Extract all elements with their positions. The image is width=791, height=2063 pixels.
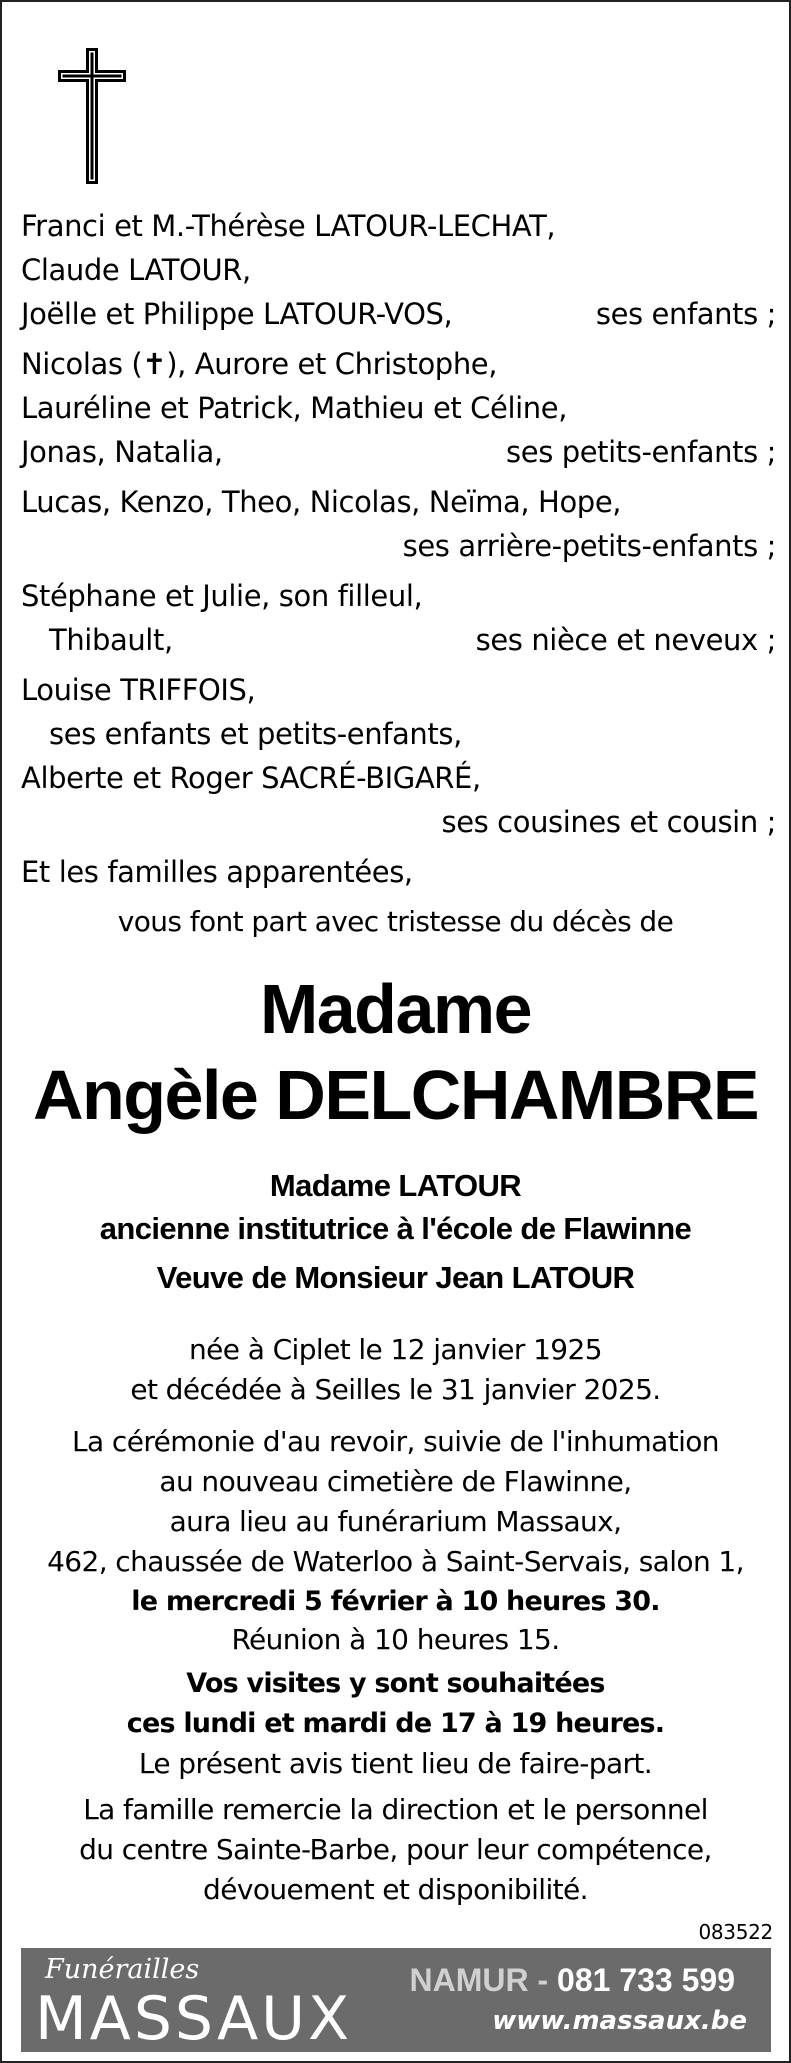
reunion-line: Réunion à 10 heures 15. bbox=[231, 1623, 560, 1656]
ceremony-line: 462, chaussée de Waterloo à Saint-Servais, salon 1, bbox=[47, 1545, 744, 1578]
birth-line: née à Ciplet le 12 janvier 1925 bbox=[189, 1333, 602, 1366]
family-line: Et les familles apparentées, bbox=[21, 855, 413, 889]
banner-website: www.massaux.be bbox=[492, 2006, 747, 2036]
family-list bbox=[21, 204, 776, 894]
visits-block bbox=[2, 1664, 789, 1744]
banner-brand: MASSAUX bbox=[35, 1984, 353, 2052]
reference-number: 083522 bbox=[698, 1920, 773, 1944]
ceremony-block bbox=[2, 1422, 789, 1622]
family-line: Lauréline et Patrick, Mathieu et Céline, bbox=[21, 391, 568, 425]
family-line: Franci et M.-Thérèse LATOUR-LECHAT, bbox=[21, 209, 556, 243]
family-line: Jonas, Natalia, ses petits-enfants ; bbox=[21, 435, 776, 469]
family-line: Stéphane et Julie, son filleul, bbox=[21, 579, 423, 613]
deceased-block bbox=[2, 966, 789, 1138]
deceased-title: Madame bbox=[259, 970, 532, 1048]
family-line: Thibault, ses nièce et neveux ; bbox=[49, 623, 776, 657]
dates-block bbox=[2, 1330, 789, 1410]
banner-separator: - bbox=[528, 1962, 558, 1998]
family-line: Claude LATOUR, bbox=[21, 253, 251, 287]
deceased-details bbox=[2, 1164, 789, 1299]
banner-phone: 081 733 599 bbox=[557, 1962, 735, 1998]
family-line: ses cousines et cousin ; bbox=[441, 805, 776, 839]
announce-line: vous font part avec tristesse du décès de bbox=[117, 905, 674, 938]
family-line: Louise TRIFFOIS, bbox=[21, 673, 256, 707]
ceremony-line: La cérémonie d'au revoir, suivie de l'inhumation bbox=[72, 1425, 719, 1458]
family-line: Nicolas (✝), Aurore et Christophe, bbox=[21, 347, 498, 381]
family-line: Joëlle et Philippe LATOUR-VOS, ses enfants ; bbox=[21, 297, 776, 331]
ceremony-line: aura lieu au funérarium Massaux, bbox=[169, 1505, 622, 1538]
profession: ancienne institutrice à l'école de Flawinne bbox=[99, 1211, 692, 1246]
family-line: Alberte et Roger SACRÉ-BIGARÉ, bbox=[21, 761, 481, 795]
maiden-name: Madame LATOUR bbox=[269, 1168, 522, 1203]
widow-of: Veuve de Monsieur Jean LATOUR bbox=[156, 1260, 635, 1295]
latin-cross-icon bbox=[56, 46, 128, 186]
ceremony-date: le mercredi 5 février à 10 heures 30. bbox=[131, 1586, 660, 1617]
funeral-home-banner bbox=[21, 1948, 771, 2052]
thanks-line: du centre Sainte-Barbe, pour leur compétence, bbox=[79, 1833, 712, 1866]
visits-line: ces lundi et mardi de 17 à 19 heures. bbox=[126, 1708, 665, 1739]
ceremony-line: au nouveau cimetière de Flawinne, bbox=[159, 1465, 632, 1498]
notice-line: Le présent avis tient lieu de faire-part. bbox=[138, 1747, 653, 1780]
deceased-name: Angèle DELCHAMBRE bbox=[32, 1056, 759, 1134]
family-line: ses enfants et petits-enfants, bbox=[49, 717, 462, 751]
thanks-block bbox=[2, 1790, 789, 1910]
visits-line: Vos visites y sont souhaitées bbox=[186, 1668, 605, 1699]
thanks-line: La famille remercie la direction et le personnel bbox=[83, 1793, 708, 1826]
thanks-line: dévouement et disponibilité. bbox=[203, 1873, 588, 1906]
family-line: ses arrière-petits-enfants ; bbox=[402, 529, 776, 563]
banner-city: NAMUR bbox=[409, 1962, 529, 1998]
banner-funerailles: Funérailles bbox=[45, 1954, 200, 1985]
death-line: et décédée à Seilles le 31 janvier 2025. bbox=[130, 1373, 661, 1406]
family-line: Lucas, Kenzo, Theo, Nicolas, Neïma, Hope, bbox=[21, 485, 622, 519]
banner-contact bbox=[410, 1962, 735, 1999]
